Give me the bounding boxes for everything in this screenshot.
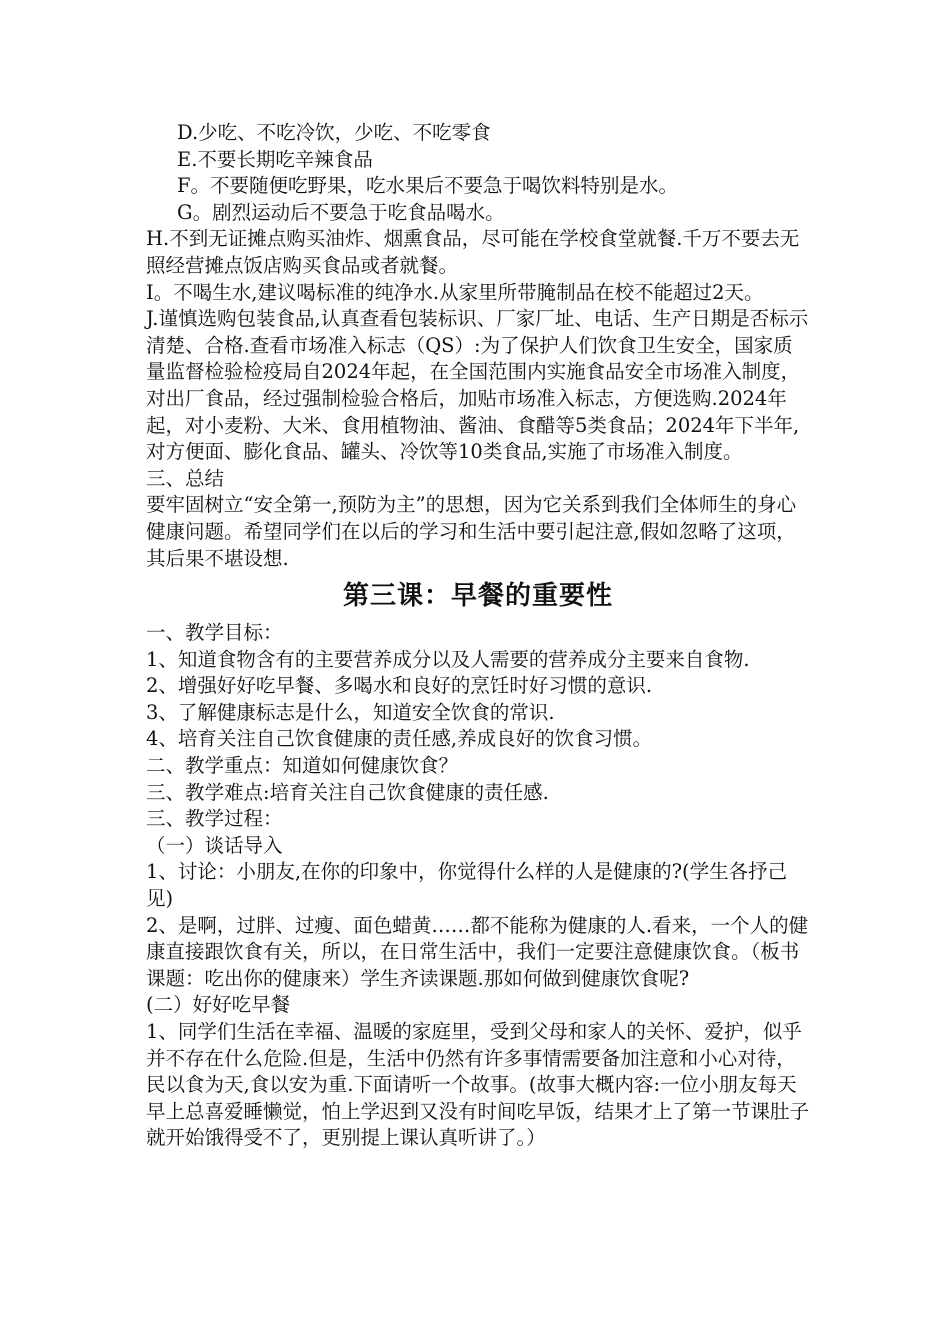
paragraph-item-d: D.少吃、不吃冷饮，少吃、不吃零食 xyxy=(177,121,491,144)
paragraph-item-e: E.不要长期吃辛辣食品 xyxy=(177,147,373,171)
section-heading-objectives: 一、教学目标： xyxy=(146,621,283,645)
paragraph-item-j: J.谨慎选购包装食品,认真查看包装标识、厂家厂址、电话、生产日期是否标示清楚、合格.查看市场准入标志（QS）:为了保护人们饮食卫生安全，国家质量监督检验检疫局自2024年起，在全国范围内实施食品安全市场准入制度，对出厂食品，经过强制检验合格后，加贴市场准入标志，方便选购.2024年起，对小麦粉、大米、食用植物油、酱油、食醋等5类食品；2024年下半年,对方便面、膨化食品、罐头、冷饮等10类食品,实施了市场准入制度。 xyxy=(146,307,809,464)
breakfast-item-1: 1、同学们生活在幸福、温暖的家庭里，受到父母和家人的关怀、爱护，似乎并不存在什么危险.但是，生活中仍然有许多事情需要备加注意和小心对待，民以食为天,食以安为重.下面请听一个故事。(故事大概内容:一位小朋友每天早上总喜爱睡懒觉，怕上学迟到又没有时间吃早饭，结果才上了第一节课肚子就开始饿得受不了，更别提上课认真听讲了。） xyxy=(146,1020,810,1150)
paragraph-summary: 要牢固树立“安全第一,预防为主”的思想，因为它关系到我们全体师生的身心健康问题。希望同学们在以后的学习和生活中要引起注意,假如忽略了这项，其后果不堪设想. xyxy=(146,493,797,570)
paragraph-item-g: G。剧烈运动后不要急于吃食品喝水。 xyxy=(177,200,505,224)
objective-item-2: 2、增强好好吃早餐、多喝水和良好的烹饪时好习惯的意识. xyxy=(146,674,653,698)
section-heading-key-point: 二、教学重点：知道如何健康饮食？ xyxy=(146,754,459,778)
process-item-1: 1、讨论：小朋友,在你的印象中，你觉得什么样的人是健康的?(学生各抒己见) xyxy=(146,860,788,911)
document-page xyxy=(146,120,810,1152)
paragraph-item-h: H.不到无证摊点购买油炸、烟熏食品，尽可能在学校食堂就餐.千万不要去无照经营摊点饭店购买食品或者就餐。 xyxy=(146,227,800,277)
section-heading-difficulty: 三、教学难点:培育关注自己饮食健康的责任感. xyxy=(146,780,549,804)
section-heading-process: 三、教学过程： xyxy=(146,807,283,831)
paragraph-item-i: I。不喝生水,建议喝标准的纯净水.从家里所带腌制品在校不能超过2天。 xyxy=(146,280,764,304)
paragraph-item-f: F。不要随便吃野果，吃水果后不要急于喝饮料特别是水。 xyxy=(177,174,679,198)
objective-item-3: 3、了解健康标志是什么，知道安全饮食的常识. xyxy=(146,700,555,724)
subsection-heading-breakfast: (二）好好吃早餐 xyxy=(146,993,291,1017)
section-heading-summary: 三、总结 xyxy=(146,466,225,490)
subsection-heading-intro: （一）谈话导入 xyxy=(146,833,283,857)
objective-item-1: 1、知道食物含有的主要营养成分以及人需要的营养成分主要来自食物. xyxy=(146,647,750,671)
process-item-2: 2、是啊，过胖、过瘦、面色蜡黄……都不能称为健康的人.看来，一个人的健康直接跟饮食有关，所以，在日常生活中，我们一定要注意健康饮食。（板书课题：吃出你的健康来）学生齐读课题.那如何做到健康饮食呢? xyxy=(146,913,809,990)
lesson-title: 第三课：早餐的重要性 xyxy=(342,581,613,612)
objective-item-4: 4、培育关注自己饮食健康的责任感,养成良好的饮食习惯。 xyxy=(146,727,653,751)
